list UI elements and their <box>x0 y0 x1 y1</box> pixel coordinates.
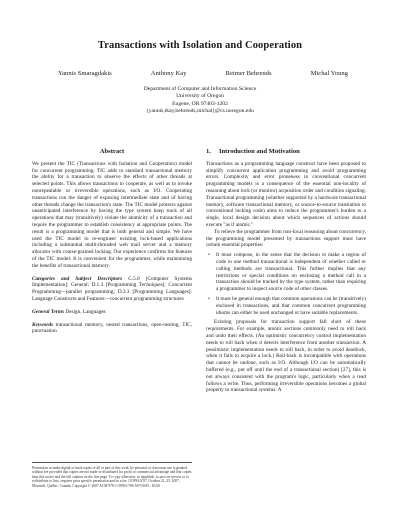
author-name: Anthony Kay <box>150 70 187 77</box>
general-terms-label: General Terms <box>32 308 65 315</box>
affiliation-emails: {yannis,tkay,behrends,michal}@cs.uoregon.edu <box>146 108 254 115</box>
keywords-text: transactional memory, nested transactions, open-nesting, TIC, punctuation <box>32 321 193 335</box>
list-item <box>208 252 366 293</box>
categories-label: Categories and Subject Descriptors <box>32 275 123 282</box>
categories-text: C.5.0 [Computer Systems Implementation]: General; D.1.3 [Programming Techniques]: Concurrent Programming—parallel programming; D.3.3 [Programming Languages]: Language Constructs and Features—concurrent programming structures <box>32 275 192 302</box>
affiliation-city: Eugene, OR 97403-1202 <box>172 100 228 107</box>
abstract-text: We present the TIC (Transactions with Isolation and Cooperation) model for concurrent programming. TIC adds to standard transactional memory the ability for a transaction to observe the effects of other threads at selected points. This allows transactions to cooperate, as well as to invoke nonrepeatable or irreversible operations, such as I/O. Cooperating transactions run the danger of exposing intermediate state and of having other threads change the transaction's state. The TIC model protects against unanticipated interference by having the type system keep track of all operations that may (transitively) violate the atomicity of a transaction and require the programmer to establish consistency at appropriate points. The result is a programming model that is both general and simple. We have used the TIC model to re-engineer existing lock-based applications including a substantial multi-threaded web mail server and a memory allocator with coarse-grained locking. Our experience confirms the features of the TIC model: It is convenient for the programmer, while maintaining the benefits of transactional memory. <box>32 160 192 269</box>
keywords-block <box>32 322 192 336</box>
intro-paragraph-3: Existing proposals for transaction support fall short of these requirements. For example, atomic sections commonly need to roll back and undo their effects. (An optimistic concurrency control implementation needs to roll back when it detects interference from another transaction. A pessimistic implementation needs to roll back, in order to avoid deadlock, when it fails to acquire a lock.) Roll-back is incompatible with operations that cannot be undone, such as I/O. Although I/O can be automatically buffered (e.g., put off until the end of a transactional section) [27], this is not always consistent with the program's logic, particularly when a read follows a write. Thus, performing irreversible operations becomes a global property in transactional systems: A <box>206 319 366 394</box>
affiliation-block <box>0 86 400 116</box>
affiliation-dept: Department of Computer and Information Science <box>143 86 257 92</box>
author-name: Michal Young <box>310 70 348 77</box>
requirements-list <box>206 252 366 316</box>
section-number: 1. <box>206 148 211 155</box>
categories-block <box>32 276 192 303</box>
general-terms-text: Design, Languages <box>65 308 106 315</box>
left-column <box>32 149 192 335</box>
list-item <box>208 295 366 316</box>
section-title: Introduction and Motivation <box>218 148 300 155</box>
author-name: Yannis Smaragdakis <box>58 70 112 77</box>
list-item-text: It must compose, in the sense that the decision to make a region of code in one method transactional is independent of whether called or calling methods are transactional. This further implies that any restrictions or special conditions on enclosing a method call in a transaction should be tracked by the type system, rather than requiring a programmer to inspect source code of other classes. <box>216 252 366 293</box>
bullet-icon: • <box>208 295 210 302</box>
copyright-footnote: Permission to make digital or hard copies of all or part of this work for personal or classroom use is granted without fee provided that copies are not made or distributed for profit or commercial advantage and that copies bear this notice and the full citation on the first page. To copy otherwise, to republish, to post on servers or to redistribute to lists, requires prior specific permission and/or a fee. OOPSLA'07, October 21–25, 2007, Montréal, Québec, Canada. Copyright © 2007 ACM 978-1-59593-786-5/07/0010...$5.00 <box>32 462 192 488</box>
author-name: Reimer Behrends <box>225 70 272 77</box>
affiliation-university: University of Oregon <box>176 93 224 100</box>
general-terms-block <box>32 309 192 316</box>
bullet-icon: • <box>208 252 210 259</box>
intro-paragraph-2: To relieve the programmer from non-local reasoning about concurrency, the programming model presented by transactions support must have certain essential properties: <box>206 228 366 249</box>
author-list <box>58 70 348 77</box>
intro-paragraph-1: Transactions as a programming language construct have been proposed to simplify concurrent application programming and avoid programming errors. Complexity and error proneness in conventional concurrent programming models is a consequence of the essential non-locality of reasoning about lock (or monitor) acquisition order and condition signaling. Transactional programming (whether supported by a hardware transactional memory, software transactional memory, or source-to-source translation to conventional locking code) aims to reduce the programmer's burden to a single, local design decision about which sequences of actions should execute "as if atomic." <box>206 160 366 228</box>
abstract-heading: Abstract <box>99 148 125 155</box>
list-item-text: It must be general enough that common operations can be (transitively) enclosed in transactions, and that common concurrent programming idioms can either be used unchanged or have suitable replacements. <box>216 295 366 316</box>
keywords-label: Keywords <box>32 321 53 328</box>
right-column <box>206 149 366 394</box>
paper-title: Transactions with Isolation and Cooperation <box>97 40 303 51</box>
section-heading <box>206 149 366 156</box>
